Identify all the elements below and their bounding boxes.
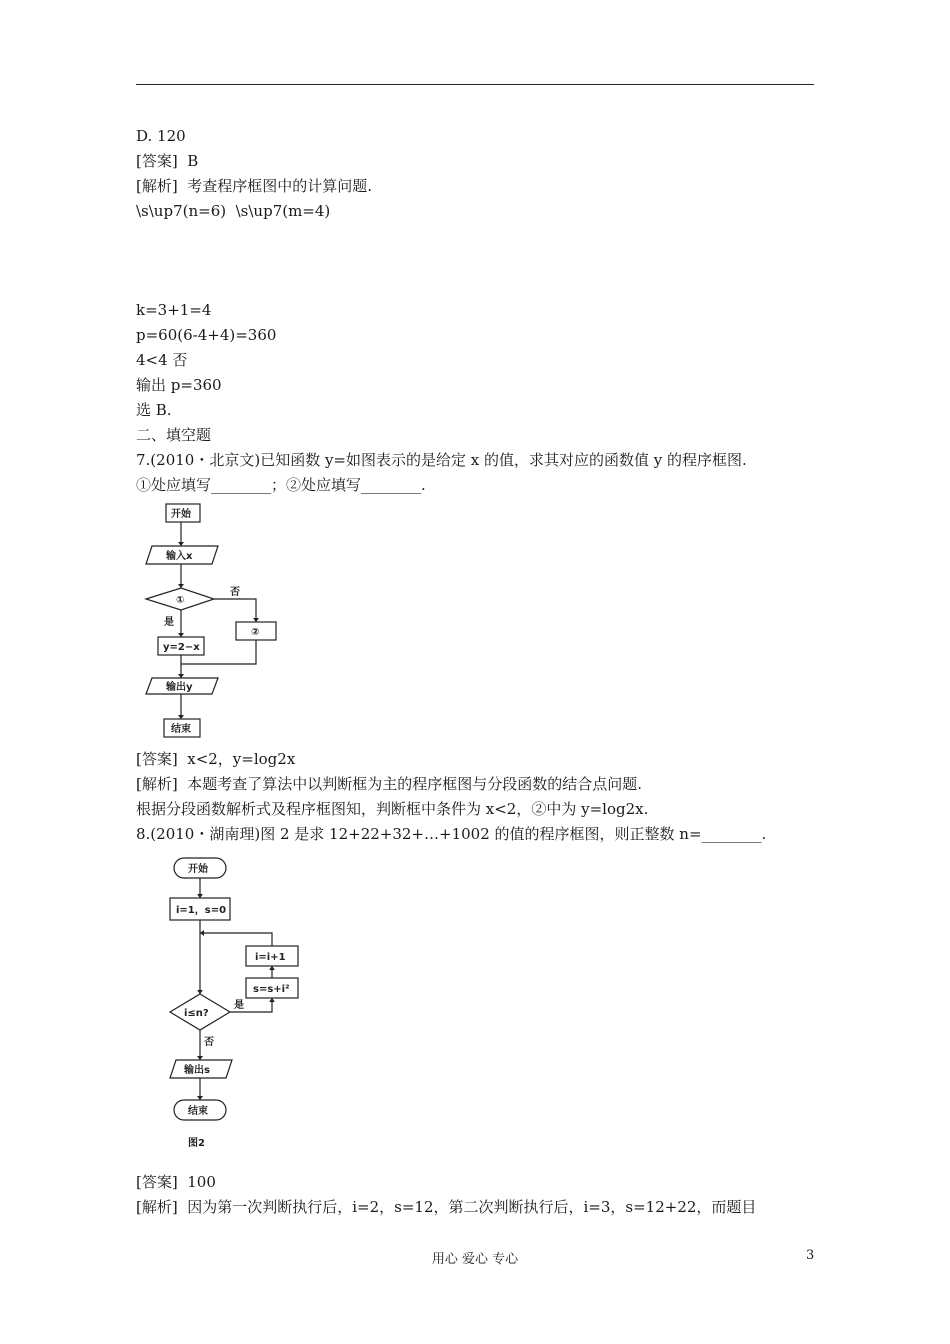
fc2-inc-label: i=i+1 — [255, 952, 286, 963]
fc2-no-label: 否 — [204, 1037, 214, 1048]
analysis-label-8: [解析] 因为第一次判断执行后，i=2，s=12，第二次判断执行后，i=3，s=12+22，而题目 — [136, 1198, 757, 1216]
field-code-line: \s\up7(n=6) \s\up7(m=4) — [136, 202, 331, 220]
analysis-7-body: 根据分段函数解析式及程序框图知，判断框中条件为 x<2，②中为 y=log2x. — [136, 800, 649, 818]
fc2-end-label: 结束 — [188, 1106, 208, 1117]
fc1-assign-label: y=2−x — [163, 642, 200, 653]
fc2-caption: 图2 — [188, 1138, 205, 1149]
fc1-start-label: 开始 — [171, 509, 191, 520]
answer-label-6: [答案] B — [136, 152, 199, 170]
analysis-label-7: [解析] 本题考查了算法中以判断框为主的程序框图与分段函数的结合点问题. — [136, 775, 643, 793]
fc1-no-label: 否 — [230, 587, 240, 598]
fc1-cond-label: ① — [176, 595, 185, 606]
page-number: 3 — [806, 1248, 815, 1263]
choice-b: 选 B. — [136, 401, 172, 419]
flowchart-1 — [136, 498, 296, 743]
question-7-blanks: ①处应填写________；②处应填写________. — [136, 476, 426, 494]
fc2-init-label: i=1，s=0 — [176, 905, 227, 916]
answer-label-7: [答案] x<2，y=log2x — [136, 750, 296, 768]
fc1-end-label: 结束 — [171, 724, 191, 735]
fc1-yes-label: 是 — [164, 617, 174, 628]
section-title: 二、填空题 — [136, 426, 212, 444]
calc-cond: 4<4 否 — [136, 351, 188, 369]
fc1-box2-label: ② — [251, 627, 260, 638]
fc1-output-label: 输出y — [166, 682, 193, 693]
fc2-cond-label: i≤n? — [184, 1008, 209, 1019]
question-7: 7.(2010・北京文)已知函数 y=如图表示的是给定 x 的值，求其对应的函数值 y 的程序框图. — [136, 451, 747, 469]
calc-k: k=3+1=4 — [136, 301, 212, 319]
answer-label-8: [答案] 100 — [136, 1173, 216, 1191]
fc2-acc-label: s=s+i² — [253, 984, 290, 995]
fc2-yes-label: 是 — [234, 1000, 244, 1011]
question-8: 8.(2010・湖南理)图 2 是求 12+22+32+…+1002 的值的程序框图，则正整数 n=________. — [136, 825, 767, 843]
calc-p: p=60(6-4+4)=360 — [136, 326, 277, 344]
option-d: D. 120 — [136, 127, 186, 145]
analysis-label-6: [解析] 考查程序框图中的计算问题. — [136, 177, 373, 195]
header-rule — [136, 84, 814, 85]
fc2-start-label: 开始 — [188, 864, 208, 875]
page-footer: 用心 爱心 专心 — [431, 1252, 519, 1267]
fc1-input-label: 输入x — [166, 551, 193, 562]
calc-output: 输出 p=360 — [136, 376, 222, 394]
flowchart-2 — [160, 850, 320, 1160]
fc2-output-label: 输出s — [184, 1065, 210, 1076]
